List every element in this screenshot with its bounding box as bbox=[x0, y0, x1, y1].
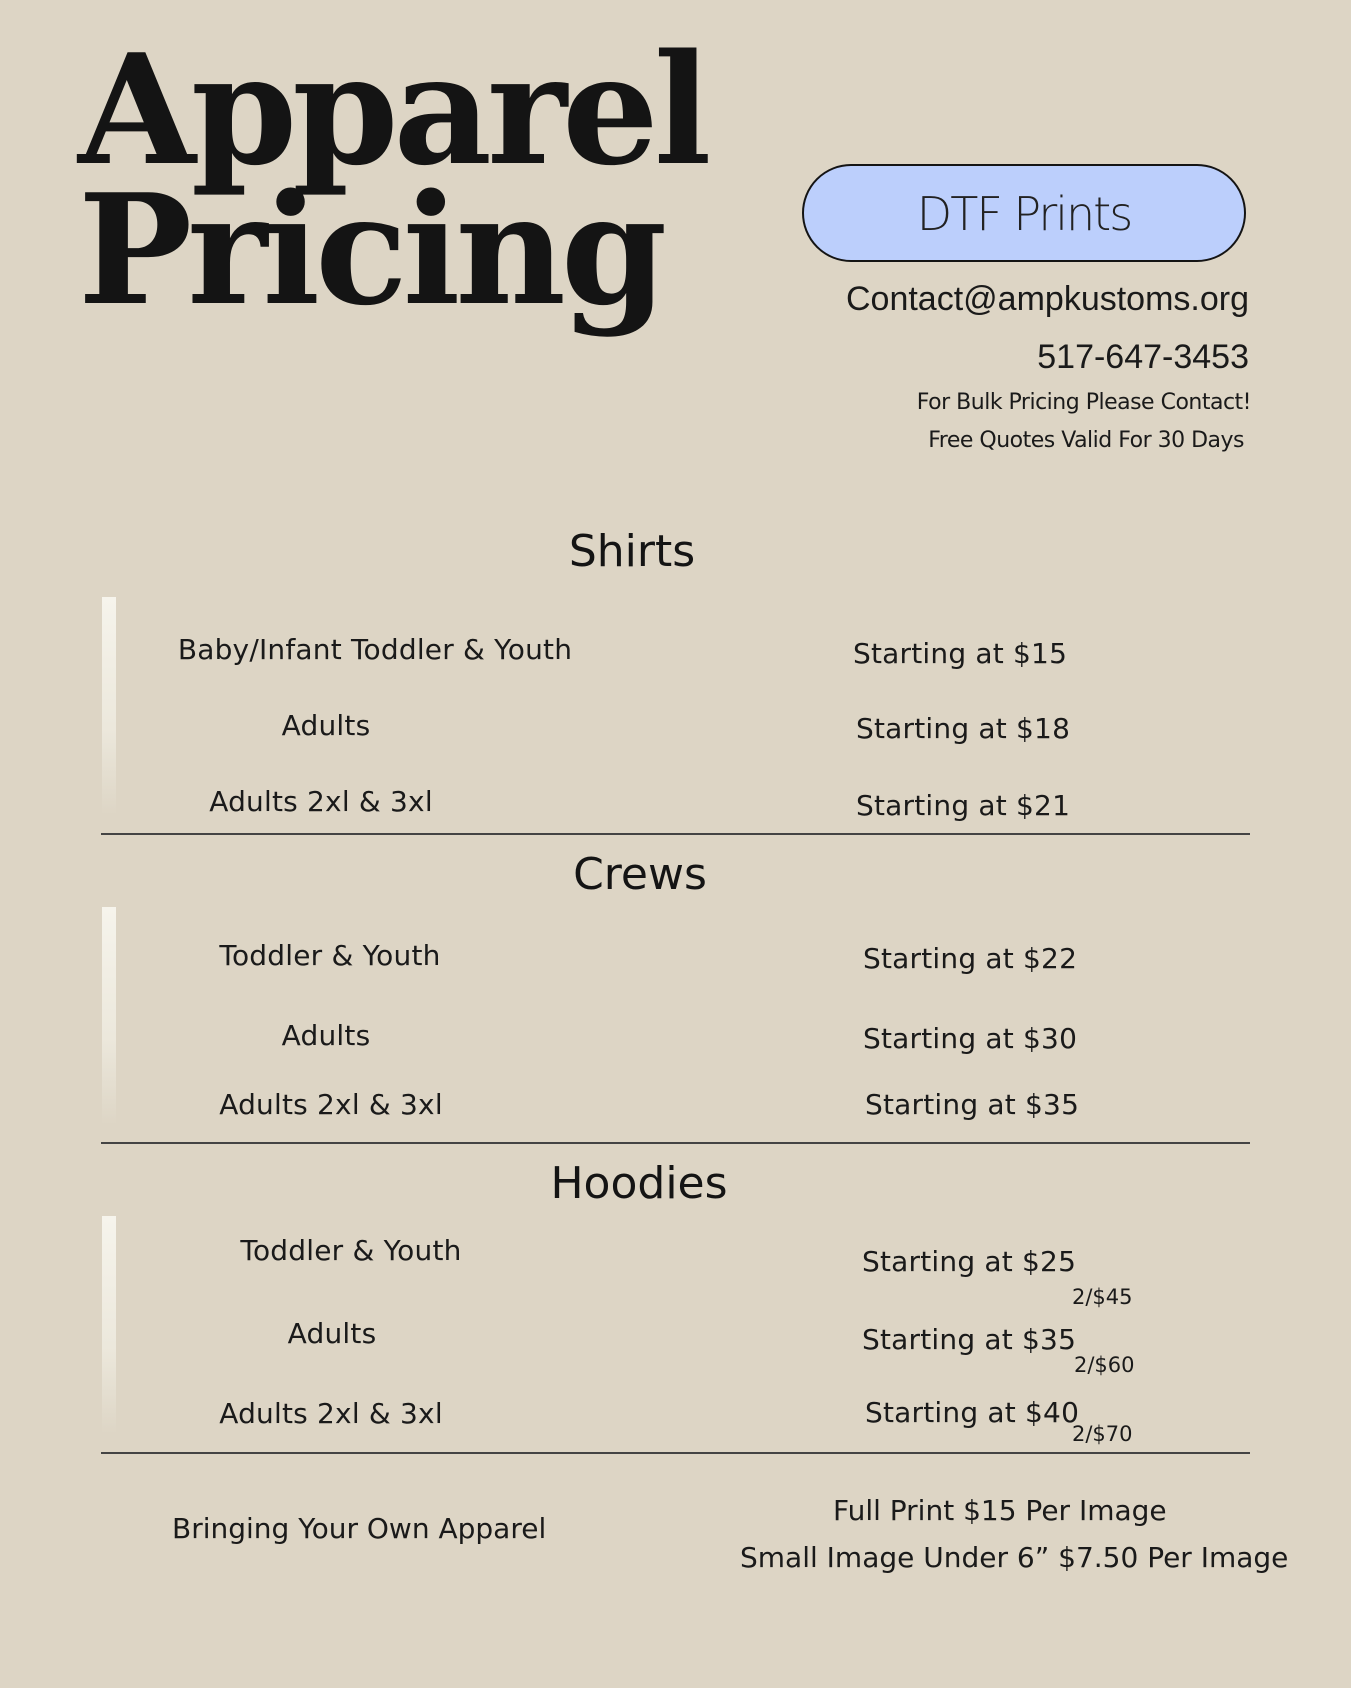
row-label: Adults bbox=[287, 1317, 377, 1350]
bundle-price: 2/$60 bbox=[1074, 1353, 1135, 1377]
section-divider bbox=[101, 1142, 1250, 1144]
section-title-hoodies: Hoodies bbox=[550, 1158, 728, 1209]
row-label: Adults bbox=[281, 1019, 371, 1052]
accent-bar bbox=[102, 597, 116, 815]
section-title-shirts: Shirts bbox=[568, 526, 696, 577]
row-price: Starting at $40 bbox=[865, 1396, 1080, 1429]
own-apparel-label: Bringing Your Own Apparel bbox=[172, 1512, 547, 1545]
dtf-prints-badge bbox=[802, 164, 1246, 262]
row-label: Toddler & Youth bbox=[219, 939, 441, 972]
section-divider bbox=[101, 833, 1250, 835]
row-price: Starting at $25 bbox=[862, 1245, 1077, 1278]
dtf-prints-label: DTF Prints bbox=[916, 187, 1132, 241]
row-price: Starting at $15 bbox=[853, 637, 1068, 670]
bundle-price: 2/$70 bbox=[1072, 1422, 1133, 1446]
accent-bar bbox=[102, 907, 116, 1125]
row-label: Baby/Infant Toddler & Youth bbox=[177, 633, 573, 666]
bundle-price: 2/$45 bbox=[1072, 1285, 1133, 1309]
row-price: Starting at $35 bbox=[865, 1088, 1080, 1121]
row-price: Starting at $18 bbox=[856, 712, 1071, 745]
bulk-pricing-note: For Bulk Pricing Please Contact! bbox=[916, 390, 1251, 415]
contact-email[interactable]: Contact@ampkustoms.org bbox=[845, 280, 1249, 318]
accent-bar bbox=[102, 1216, 116, 1434]
full-print-price: Full Print $15 Per Image bbox=[833, 1494, 1167, 1527]
page-title bbox=[78, 20, 707, 339]
row-price: Starting at $21 bbox=[856, 789, 1071, 822]
title-line-1: Apparel bbox=[78, 20, 707, 199]
row-label: Adults 2xl & 3xl bbox=[209, 785, 433, 818]
row-price: Starting at $22 bbox=[863, 942, 1078, 975]
row-price: Starting at $30 bbox=[863, 1022, 1078, 1055]
row-label: Adults 2xl & 3xl bbox=[219, 1397, 443, 1430]
section-title-crews: Crews bbox=[573, 849, 707, 900]
row-label: Adults 2xl & 3xl bbox=[219, 1088, 443, 1121]
row-label: Adults bbox=[281, 709, 371, 742]
contact-phone[interactable]: 517-647-3453 bbox=[1037, 338, 1249, 376]
row-price: Starting at $35 bbox=[862, 1323, 1077, 1356]
row-label: Toddler & Youth bbox=[240, 1234, 462, 1267]
small-image-price: Small Image Under 6” $7.50 Per Image bbox=[740, 1541, 1289, 1574]
title-line-2: Pricing bbox=[78, 160, 663, 339]
section-divider bbox=[101, 1452, 1250, 1454]
free-quotes-note: Free Quotes Valid For 30 Days bbox=[928, 428, 1244, 453]
